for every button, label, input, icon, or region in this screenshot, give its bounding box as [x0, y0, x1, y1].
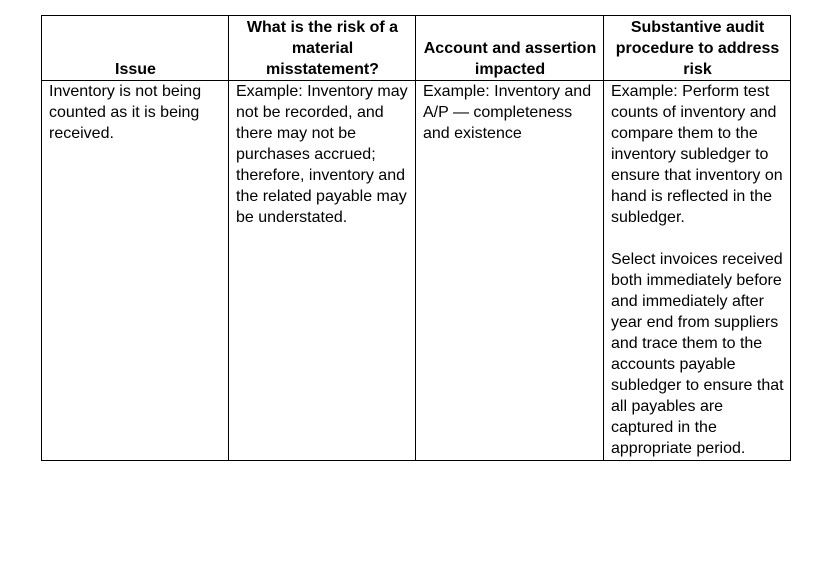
procedure-paragraph-2: Select invoices received both immediately before and immediately after year end from suppliers and trace them to the accounts payable subledger to ensure that all payables are captured in the appropriate period. — [611, 251, 784, 457]
table-row — [42, 81, 791, 461]
cell-risk: Example: Inventory may not be recorded, and there may not be purchases accrued; therefore, inventory and the related payable may be understated. — [229, 81, 416, 461]
header-issue: Issue — [42, 16, 229, 81]
header-row — [42, 16, 791, 81]
header-procedure: Substantive audit procedure to address risk — [604, 16, 791, 81]
cell-account: Example: Inventory and A/P — completeness and existence — [416, 81, 604, 461]
procedure-paragraph-1: Example: Perform test counts of inventory and compare them to the inventory subledger to ensure that inventory on hand is reflected in the subledger. — [611, 83, 783, 226]
cell-issue: Inventory is not being counted as it is being received. — [42, 81, 229, 461]
header-risk: What is the risk of a material misstatement? — [229, 16, 416, 81]
cell-procedure — [604, 81, 791, 461]
header-account: Account and assertion impacted — [416, 16, 604, 81]
audit-risk-table — [41, 15, 791, 461]
paragraph-gap — [611, 228, 784, 249]
